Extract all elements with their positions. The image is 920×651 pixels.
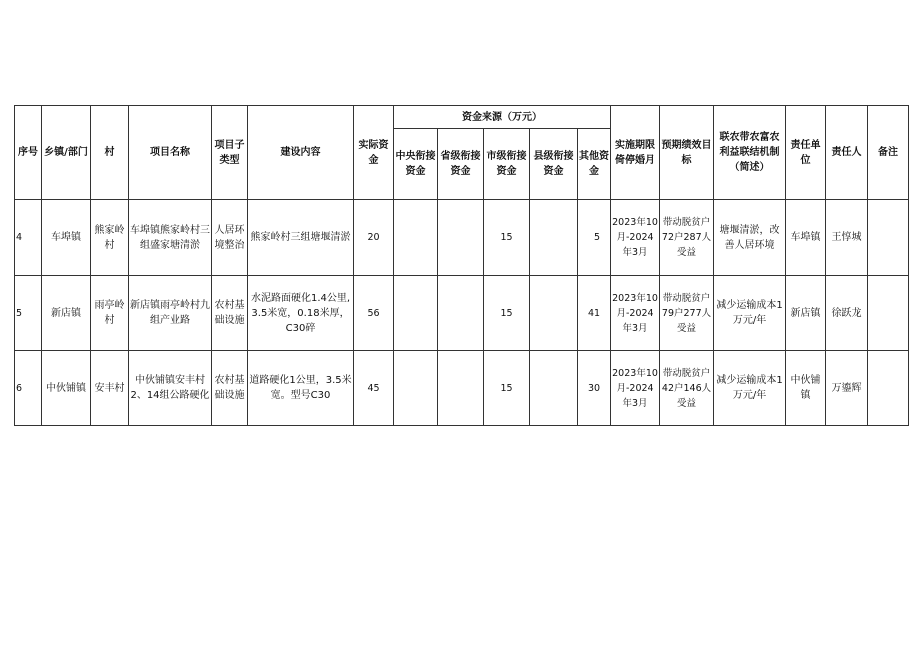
header-county: 县级衔接资金 [530,129,578,200]
cell-performance: 带动脱贫户42户146人受益 [660,351,714,426]
cell-content: 道路硬化1公里，3.5米宽。型号C30 [248,351,354,426]
header-period: 实施期限倚停婚月 [611,106,660,200]
cell-actual-fund: 20 [354,200,394,276]
header-central: 中央衔接资金 [394,129,438,200]
cell-mechanism: 减少运输成本1万元/年 [714,351,786,426]
cell-actual-fund: 45 [354,351,394,426]
cell-other: 5 [578,200,611,276]
cell-unit: 中伙铺镇 [786,351,826,426]
cell-village: 雨亭岭村 [91,276,129,351]
table-row [15,200,909,276]
cell-content: 水泥路面硬化1.4公里,3.5米宽，0.18米厚，C30碎 [248,276,354,351]
cell-project-name: 车埠镇熊家岭村三组盛家塘清淤 [129,200,212,276]
cell-village: 安丰村 [91,351,129,426]
cell-central [394,351,438,426]
cell-project-name: 新店镇雨亭岭村九组产业路 [129,276,212,351]
cell-town: 中伙铺镇 [42,351,91,426]
cell-project-type: 农村基础设施 [212,351,248,426]
cell-county [530,276,578,351]
header-unit: 责任单位 [786,106,826,200]
header-seq: 序号 [15,106,42,200]
cell-unit: 新店镇 [786,276,826,351]
cell-period: 2023年10月-2024年3月 [611,200,660,276]
header-other: 其他资金 [578,129,611,200]
cell-city: 15 [484,351,530,426]
cell-town: 新店镇 [42,276,91,351]
project-table [14,105,909,426]
header-project-name: 项目名称 [129,106,212,200]
cell-mechanism: 减少运输成本1万元/年 [714,276,786,351]
cell-province [438,351,484,426]
cell-remark [868,276,909,351]
cell-performance: 带动脱贫户79户277人受益 [660,276,714,351]
cell-seq: 6 [15,351,42,426]
cell-project-type: 农村基础设施 [212,276,248,351]
cell-actual-fund: 56 [354,276,394,351]
cell-period: 2023年10月-2024年3月 [611,276,660,351]
cell-county [530,351,578,426]
cell-content: 熊家岭村三组塘堰清淤 [248,200,354,276]
cell-project-name: 中伙铺镇安丰村2、14组公路硬化 [129,351,212,426]
cell-other: 41 [578,276,611,351]
cell-seq: 5 [15,276,42,351]
header-content: 建设内容 [248,106,354,200]
table-row [15,276,909,351]
cell-person: 王惇城 [826,200,868,276]
cell-county [530,200,578,276]
cell-city: 15 [484,276,530,351]
header-row-1 [15,106,909,129]
cell-central [394,276,438,351]
table-row [15,351,909,426]
cell-seq: 4 [15,200,42,276]
cell-mechanism: 塘堰清淤，改善人居环境 [714,200,786,276]
header-actual-fund: 实际资金 [354,106,394,200]
header-performance: 预期绩效目标 [660,106,714,200]
header-village: 村 [91,106,129,200]
header-city: 市级衔接资金 [484,129,530,200]
cell-province [438,200,484,276]
cell-person: 万鎏辉 [826,351,868,426]
header-town: 乡镇/部门 [42,106,91,200]
cell-central [394,200,438,276]
cell-performance: 带动脱贫户72户287人受益 [660,200,714,276]
cell-province [438,276,484,351]
header-fund-source: 资金来源（万元） [394,106,611,129]
cell-person: 徐跃龙 [826,276,868,351]
cell-other: 30 [578,351,611,426]
cell-remark [868,351,909,426]
header-mechanism: 联农带农富农利益联结机制（简述） [714,106,786,200]
cell-remark [868,200,909,276]
cell-period: 2023年10月-2024年3月 [611,351,660,426]
header-project-type: 项目子类型 [212,106,248,200]
cell-project-type: 人居环境整治 [212,200,248,276]
header-person: 责任人 [826,106,868,200]
cell-village: 熊家岭村 [91,200,129,276]
header-remark: 备注 [868,106,909,200]
cell-town: 车埠镇 [42,200,91,276]
cell-unit: 车埠镇 [786,200,826,276]
header-province: 省级衔接资金 [438,129,484,200]
cell-city: 15 [484,200,530,276]
